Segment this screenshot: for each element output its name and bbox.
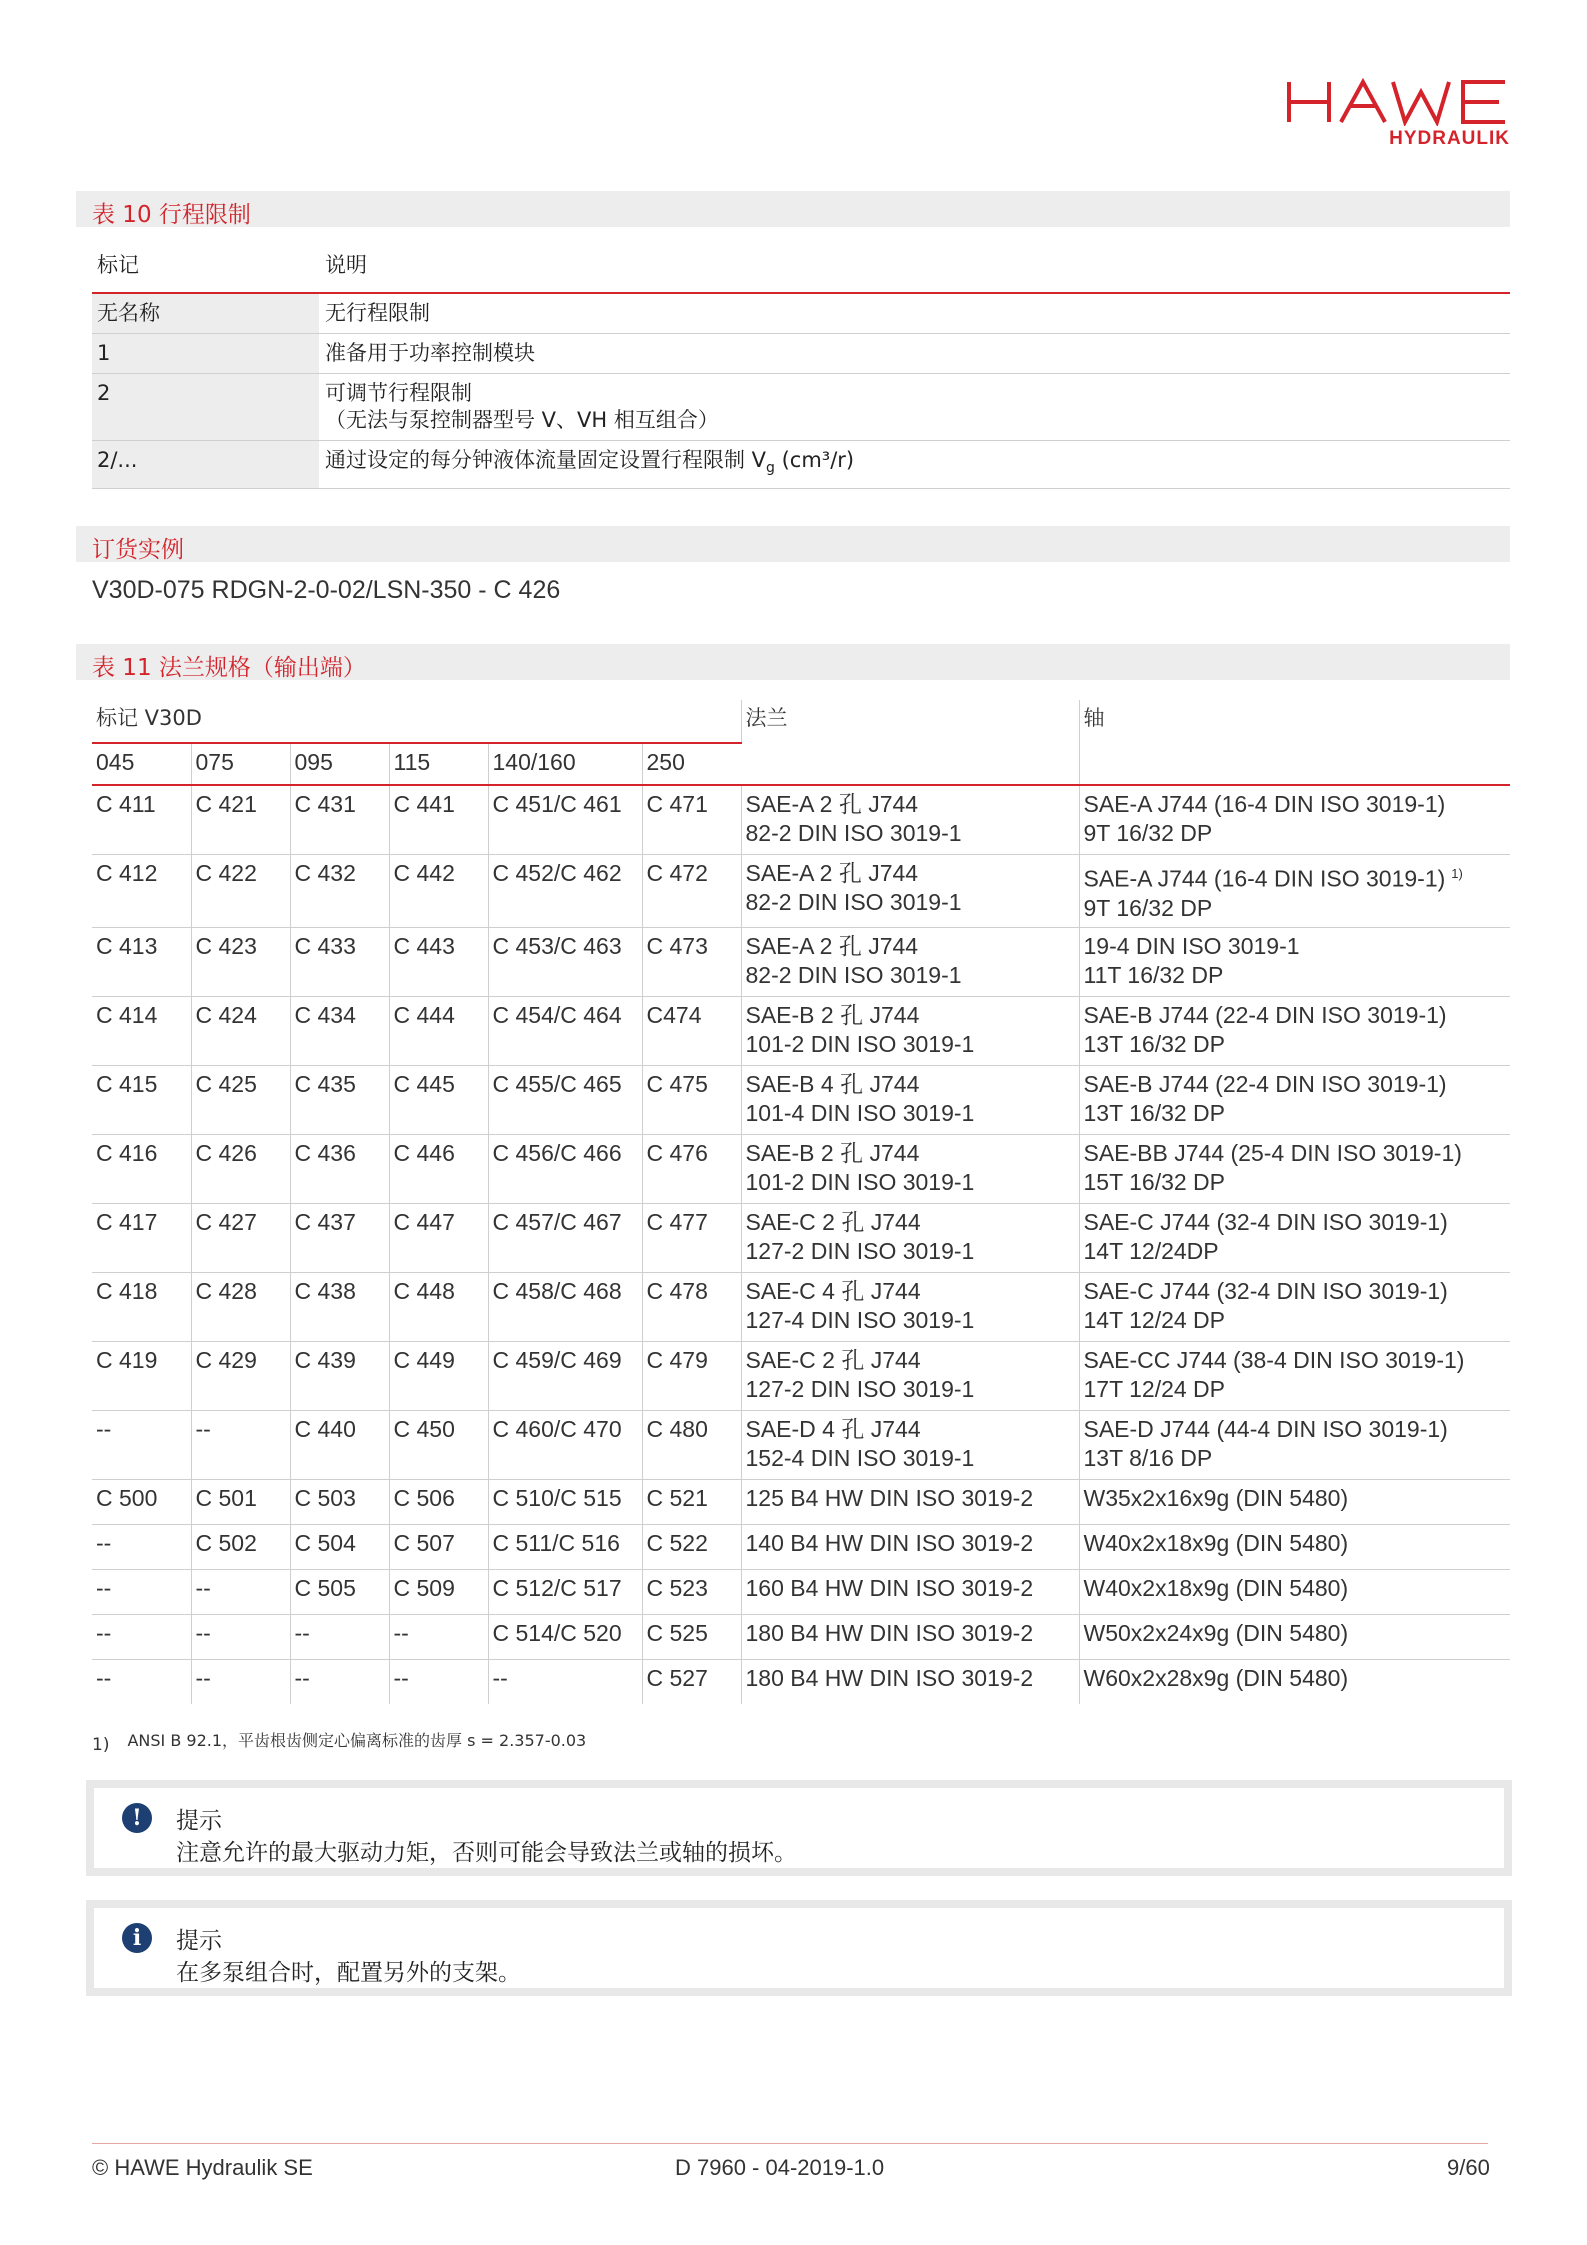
flange-line: 82-2 DIN ISO 3019-1	[745, 889, 962, 915]
size-250: 250	[642, 743, 741, 785]
shaft-cell	[1079, 1659, 1510, 1704]
mark-cell: --	[389, 1659, 488, 1704]
mark-cell: C 500	[92, 1479, 191, 1524]
flange-line: 101-4 DIN ISO 3019-1	[745, 1099, 975, 1126]
mark-cell: C 506	[389, 1479, 488, 1524]
mark-cell: C 453/C 463	[488, 927, 642, 996]
mark-cell: C 426	[191, 1134, 290, 1203]
flange-line: 125 B4 HW DIN ISO 3019-2	[745, 1484, 1034, 1511]
shaft-line	[1084, 1099, 1511, 1128]
table-row	[92, 1659, 1510, 1704]
hawe-wordmark	[1285, 78, 1510, 126]
note-title: 提示	[176, 1928, 222, 1954]
mark-cell: C 457/C 467	[488, 1203, 642, 1272]
shaft-line	[1084, 1208, 1511, 1237]
mark-cell: C 522	[642, 1524, 741, 1569]
shaft-text: SAE-BB J744 (25-4 DIN ISO 3019-1)	[1083, 1139, 1462, 1166]
mark-cell: C 523	[642, 1569, 741, 1614]
flange-line: 152-4 DIN ISO 3019-1	[745, 1444, 975, 1471]
shaft-line	[1084, 1001, 1511, 1030]
hawe-logo	[1285, 78, 1510, 150]
shaft-text: 13T 8/16 DP	[1083, 1444, 1213, 1471]
mark-cell: C 451/C 461	[488, 785, 642, 855]
flange-line: SAE-A 2 孔 J744	[745, 860, 919, 886]
flange-line: 127-2 DIN ISO 3019-1	[745, 1375, 975, 1402]
mark-cell: C 411	[92, 785, 191, 855]
shaft-text: SAE-CC J744 (38-4 DIN ISO 3019-1)	[1083, 1346, 1465, 1373]
mark-cell: C 436	[290, 1134, 389, 1203]
mark-cell: C 456/C 466	[488, 1134, 642, 1203]
flange-cell	[741, 1341, 1079, 1410]
shaft-line	[1084, 790, 1511, 819]
mark-cell: C 471	[642, 785, 741, 855]
shaft-cell	[1079, 1410, 1510, 1479]
table-row	[92, 1410, 1510, 1479]
shaft-text: 9T 16/32 DP	[1083, 820, 1213, 846]
mark-cell: C 423	[191, 927, 290, 996]
order-example-title: 订货实例	[92, 537, 184, 563]
footnote-ref: 1)	[1451, 866, 1463, 881]
row-desc	[319, 441, 1510, 489]
mark-cell: C 412	[92, 855, 191, 928]
mark-cell: C 444	[389, 996, 488, 1065]
footer-copyright: © HAWE Hydraulik SE	[92, 2155, 313, 2180]
shaft-text: SAE-A J744 (16-4 DIN ISO 3019-1)	[1083, 791, 1446, 817]
mark-cell: --	[389, 1614, 488, 1659]
shaft-cell	[1079, 927, 1510, 996]
mark-cell: C 416	[92, 1134, 191, 1203]
mark-cell: C 509	[389, 1569, 488, 1614]
mark-cell: --	[92, 1614, 191, 1659]
header-shaft: 轴	[1083, 706, 1105, 730]
mark-cell: C 419	[92, 1341, 191, 1410]
mark-cell: C 527	[642, 1659, 741, 1704]
mark-cell: --	[92, 1524, 191, 1569]
mark-cell: C 440	[290, 1410, 389, 1479]
info-icon: i	[122, 1923, 152, 1953]
mark-cell: C 433	[290, 927, 389, 996]
shaft-text: W40x2x18x9g (DIN 5480)	[1083, 1574, 1349, 1601]
size-140-160: 140/160	[488, 743, 642, 785]
mark-cell: C 435	[290, 1065, 389, 1134]
table-row	[92, 1065, 1510, 1134]
row-mark: 1	[92, 334, 319, 374]
mark-cell: C 415	[92, 1065, 191, 1134]
mark-cell: C 422	[191, 855, 290, 928]
flange-cell	[741, 1203, 1079, 1272]
flange-line: SAE-B 2 孔 J744	[745, 1139, 920, 1166]
shaft-line	[1084, 1664, 1511, 1693]
shaft-cell	[1079, 1524, 1510, 1569]
shaft-line	[1084, 961, 1511, 990]
mark-cell: --	[191, 1569, 290, 1614]
flange-line: SAE-A 2 孔 J744	[745, 932, 919, 959]
mark-cell: C 480	[642, 1410, 741, 1479]
flange-line: SAE-C 2 孔 J744	[745, 1346, 921, 1373]
flange-line: SAE-D 4 孔 J744	[745, 1415, 921, 1442]
mark-cell: C 445	[389, 1065, 488, 1134]
table-row	[92, 1569, 1510, 1614]
header-flange: 法兰	[741, 700, 1079, 785]
mark-cell: C 472	[642, 855, 741, 928]
shaft-text: W60x2x28x9g (DIN 5480)	[1083, 1664, 1349, 1691]
mark-cell: C 477	[642, 1203, 741, 1272]
mark-cell: --	[290, 1659, 389, 1704]
shaft-text: W40x2x18x9g (DIN 5480)	[1083, 1529, 1349, 1556]
shaft-text: 14T 12/24DP	[1083, 1237, 1219, 1264]
mark-cell: C 502	[191, 1524, 290, 1569]
mark-cell: C 418	[92, 1272, 191, 1341]
flange-line: 82-2 DIN ISO 3019-1	[745, 820, 962, 846]
note-warning	[86, 1780, 1512, 1876]
note-body	[94, 1908, 1504, 1988]
shaft-text: 9T 16/32 DP	[1083, 894, 1213, 921]
mark-cell: C 507	[389, 1524, 488, 1569]
mark-cell: C 505	[290, 1569, 389, 1614]
shaft-line	[1084, 1070, 1511, 1099]
flange-cell	[741, 1410, 1079, 1479]
mark-cell: C 439	[290, 1341, 389, 1410]
mark-cell: C 438	[290, 1272, 389, 1341]
flange-cell	[741, 855, 1079, 928]
mark-cell: C 421	[191, 785, 290, 855]
shaft-text: W35x2x16x9g (DIN 5480)	[1083, 1484, 1349, 1511]
mark-cell: C 514/C 520	[488, 1614, 642, 1659]
mark-cell: C 417	[92, 1203, 191, 1272]
shaft-text: SAE-C J744 (32-4 DIN ISO 3019-1)	[1083, 1277, 1448, 1304]
mark-cell: C 511/C 516	[488, 1524, 642, 1569]
flange-line: 82-2 DIN ISO 3019-1	[745, 961, 962, 988]
shaft-cell	[1079, 1272, 1510, 1341]
header-mark: 标记	[92, 246, 319, 293]
flange-line: 160 B4 HW DIN ISO 3019-2	[745, 1574, 1034, 1601]
flange-line: SAE-B 2 孔 J744	[745, 1001, 920, 1028]
desc-subscript: g	[766, 460, 775, 477]
shaft-cell	[1079, 1479, 1510, 1524]
table-row	[92, 334, 1510, 374]
flange-line: SAE-C 4 孔 J744	[745, 1277, 921, 1304]
shaft-text: W50x2x24x9g (DIN 5480)	[1083, 1619, 1349, 1646]
shaft-text: SAE-A J744 (16-4 DIN ISO 3019-1)	[1083, 865, 1446, 892]
size-075: 075	[191, 743, 290, 785]
table-row	[92, 1272, 1510, 1341]
shaft-text: 15T 16/32 DP	[1083, 1168, 1226, 1195]
size-095: 095	[290, 743, 389, 785]
flange-line: 127-4 DIN ISO 3019-1	[745, 1306, 975, 1333]
mark-cell: C 431	[290, 785, 389, 855]
mark-cell: C 501	[191, 1479, 290, 1524]
shaft-line	[1084, 1277, 1511, 1306]
table11-title: 表 11 法兰规格（输出端）	[92, 655, 366, 681]
flange-cell	[741, 1524, 1079, 1569]
flange-cell	[741, 1272, 1079, 1341]
mark-cell: C 478	[642, 1272, 741, 1341]
shaft-line	[1084, 1574, 1511, 1603]
shaft-text: SAE-D J744 (44-4 DIN ISO 3019-1)	[1083, 1415, 1448, 1442]
footnote	[92, 1728, 587, 1755]
desc-tail: (cm³/r)	[774, 448, 855, 472]
note-text: 在多泵组合时，配置另外的支架。	[176, 1960, 521, 1986]
mark-cell: --	[92, 1659, 191, 1704]
mark-cell: C 428	[191, 1272, 290, 1341]
shaft-line	[1084, 1030, 1511, 1059]
table11-heading	[76, 644, 1510, 680]
header-mark: 标记 V30D	[92, 700, 741, 743]
footer-page-number: 9/60	[1447, 2155, 1490, 2180]
mark-cell: C 437	[290, 1203, 389, 1272]
flange-cell	[741, 927, 1079, 996]
flange-cell	[741, 1659, 1079, 1704]
shaft-line	[1084, 819, 1511, 848]
mark-cell: --	[92, 1410, 191, 1479]
size-045: 045	[92, 743, 191, 785]
mark-cell: C 432	[290, 855, 389, 928]
flange-line: 127-2 DIN ISO 3019-1	[745, 1237, 975, 1264]
mark-cell: --	[92, 1569, 191, 1614]
shaft-cell	[1079, 1065, 1510, 1134]
table-row	[92, 1341, 1510, 1410]
mark-cell: C 424	[191, 996, 290, 1065]
flange-cell	[741, 1479, 1079, 1524]
shaft-line	[1084, 1139, 1511, 1168]
desc-line: 可调节行程限制	[325, 381, 472, 405]
brand-subtitle: HYDRAULIK	[1389, 128, 1510, 149]
table-row	[92, 1614, 1510, 1659]
mark-cell: C 512/C 517	[488, 1569, 642, 1614]
shaft-text: SAE-C J744 (32-4 DIN ISO 3019-1)	[1083, 1208, 1448, 1235]
shaft-line	[1084, 1444, 1511, 1473]
row-mark: 无名称	[92, 293, 319, 334]
mark-cell: C 414	[92, 996, 191, 1065]
mark-cell: C 479	[642, 1341, 741, 1410]
table-row	[92, 1524, 1510, 1569]
note-info	[86, 1900, 1512, 1996]
mark-cell: C 458/C 468	[488, 1272, 642, 1341]
shaft-line	[1084, 932, 1511, 961]
shaft-line	[1084, 1375, 1511, 1404]
table11-header-row	[92, 700, 1510, 743]
exclamation-icon: !	[122, 1803, 152, 1833]
table11	[92, 700, 1510, 1704]
mark-cell: C 413	[92, 927, 191, 996]
flange-line: 140 B4 HW DIN ISO 3019-2	[745, 1529, 1034, 1556]
mark-cell: C 441	[389, 785, 488, 855]
mark-cell: C 476	[642, 1134, 741, 1203]
order-example-heading	[76, 526, 1510, 562]
row-desc: 无行程限制	[325, 301, 430, 325]
mark-cell: C 521	[642, 1479, 741, 1524]
mark-cell: --	[191, 1659, 290, 1704]
footnote-number: 1)	[92, 1735, 110, 1755]
mark-cell: C 448	[389, 1272, 488, 1341]
mark-cell: C 475	[642, 1065, 741, 1134]
shaft-cell	[1079, 785, 1510, 855]
flange-cell	[741, 996, 1079, 1065]
row-mark: 2/...	[92, 441, 319, 489]
footer-divider	[92, 2143, 1488, 2144]
shaft-text: 13T 16/32 DP	[1083, 1030, 1226, 1057]
mark-cell: C 446	[389, 1134, 488, 1203]
shaft-text: 11T 16/32 DP	[1083, 961, 1224, 988]
row-desc	[319, 374, 1510, 441]
table10-title: 表 10 行程限制	[92, 202, 251, 228]
table10-heading	[76, 191, 1510, 227]
mark-cell: --	[290, 1614, 389, 1659]
desc-main: 通过设定的每分钟液体流量固定设置行程限制 V	[325, 448, 767, 472]
mark-cell: --	[191, 1410, 290, 1479]
footnote-text: ANSI B 92.1，平齿根齿侧定心偏离标准的齿厚 s = 2.357-0.03	[127, 1731, 587, 1750]
size-115: 115	[389, 743, 488, 785]
header-desc: 说明	[325, 253, 367, 277]
shaft-line	[1084, 894, 1511, 923]
shaft-line	[1084, 1237, 1511, 1266]
table-row	[92, 441, 1510, 489]
mark-cell: --	[191, 1614, 290, 1659]
row-mark: 2	[92, 374, 319, 441]
table-row	[92, 1203, 1510, 1272]
flange-cell	[741, 785, 1079, 855]
shaft-line	[1084, 1529, 1511, 1558]
note-title: 提示	[176, 1808, 222, 1834]
mark-cell: C 455/C 465	[488, 1065, 642, 1134]
mark-cell: C 429	[191, 1341, 290, 1410]
table-row	[92, 374, 1510, 441]
table-row	[92, 1479, 1510, 1524]
shaft-line	[1084, 1306, 1511, 1335]
footer-doc-number: D 7960 - 04-2019-1.0	[675, 2155, 885, 2180]
table10-header-row	[92, 246, 1510, 293]
note-text: 注意允许的最大驱动力矩，否则可能会导致法兰或轴的损坏。	[176, 1840, 797, 1866]
flange-line: 101-2 DIN ISO 3019-1	[745, 1168, 975, 1195]
mark-cell: C 449	[389, 1341, 488, 1410]
flange-line: 101-2 DIN ISO 3019-1	[745, 1030, 975, 1057]
shaft-line	[1084, 1346, 1511, 1375]
mark-cell: C 525	[642, 1614, 741, 1659]
table-row	[92, 855, 1510, 928]
mark-cell: C 425	[191, 1065, 290, 1134]
mark-cell: C 434	[290, 996, 389, 1065]
mark-cell: C 504	[290, 1524, 389, 1569]
flange-line: 180 B4 HW DIN ISO 3019-2	[745, 1664, 1034, 1691]
flange-line: SAE-B 4 孔 J744	[745, 1070, 920, 1097]
mark-cell: C 510/C 515	[488, 1479, 642, 1524]
mark-cell: C 427	[191, 1203, 290, 1272]
flange-line: SAE-A 2 孔 J744	[745, 791, 919, 817]
mark-cell: C 452/C 462	[488, 855, 642, 928]
order-example-code: V30D-075 RDGN-2-0-02/LSN-350 - C 426	[92, 576, 561, 604]
note-body	[94, 1788, 1504, 1868]
table-row	[92, 1134, 1510, 1203]
table10	[92, 246, 1510, 489]
flange-cell	[741, 1569, 1079, 1614]
mark-cell: C 442	[389, 855, 488, 928]
mark-cell: C 460/C 470	[488, 1410, 642, 1479]
mark-cell: C 447	[389, 1203, 488, 1272]
shaft-cell	[1079, 1134, 1510, 1203]
shaft-cell	[1079, 1569, 1510, 1614]
mark-cell: C474	[642, 996, 741, 1065]
shaft-line	[1084, 1619, 1511, 1648]
flange-line: SAE-C 2 孔 J744	[745, 1208, 921, 1235]
mark-cell: C 450	[389, 1410, 488, 1479]
flange-cell	[741, 1065, 1079, 1134]
table-row	[92, 293, 1510, 334]
table-row	[92, 785, 1510, 855]
mark-cell: C 459/C 469	[488, 1341, 642, 1410]
shaft-line	[1084, 859, 1511, 894]
shaft-cell	[1079, 1341, 1510, 1410]
shaft-line	[1084, 1484, 1511, 1513]
desc-line: （无法与泵控制器型号 V、VH 相互组合）	[325, 408, 719, 432]
shaft-cell	[1079, 996, 1510, 1065]
table-row	[92, 996, 1510, 1065]
shaft-line	[1084, 1415, 1511, 1444]
mark-cell: C 443	[389, 927, 488, 996]
flange-cell	[741, 1614, 1079, 1659]
shaft-text: SAE-B J744 (22-4 DIN ISO 3019-1)	[1083, 1070, 1447, 1097]
mark-cell: --	[488, 1659, 642, 1704]
shaft-cell	[1079, 1614, 1510, 1659]
shaft-text: 14T 12/24 DP	[1083, 1306, 1226, 1333]
flange-line: 180 B4 HW DIN ISO 3019-2	[745, 1619, 1034, 1646]
shaft-text: 13T 16/32 DP	[1083, 1099, 1226, 1126]
shaft-cell	[1079, 855, 1510, 928]
shaft-cell	[1079, 1203, 1510, 1272]
mark-cell: C 473	[642, 927, 741, 996]
row-desc: 准备用于功率控制模块	[325, 341, 535, 365]
shaft-text: SAE-B J744 (22-4 DIN ISO 3019-1)	[1083, 1001, 1447, 1028]
mark-cell: C 454/C 464	[488, 996, 642, 1065]
shaft-text: 19-4 DIN ISO 3019-1	[1083, 932, 1300, 959]
shaft-text: 17T 12/24 DP	[1083, 1375, 1226, 1402]
shaft-line	[1084, 1168, 1511, 1197]
flange-cell	[741, 1134, 1079, 1203]
mark-cell: C 503	[290, 1479, 389, 1524]
table-row	[92, 927, 1510, 996]
